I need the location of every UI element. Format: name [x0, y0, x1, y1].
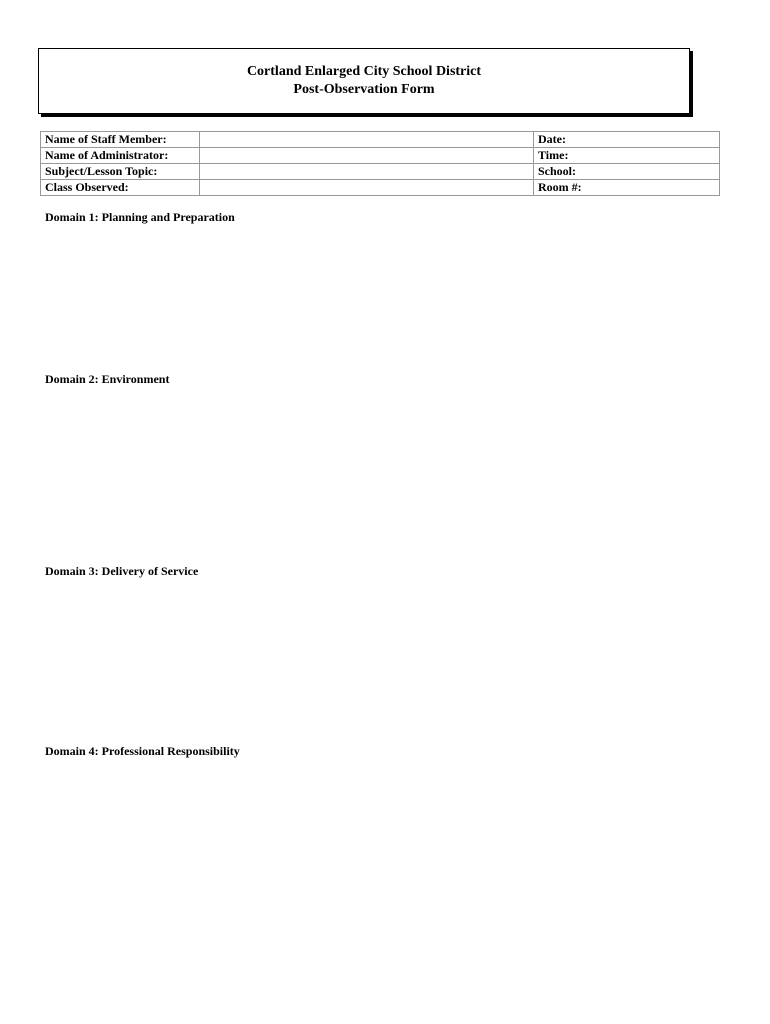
class-observed-label: Class Observed: [41, 180, 200, 196]
staff-member-field[interactable] [200, 132, 534, 148]
district-name: Cortland Enlarged City School District [246, 64, 482, 79]
date-field[interactable]: Date: [534, 132, 720, 148]
subject-topic-label: Subject/Lesson Topic: [41, 164, 200, 180]
domain-3-heading: Domain 3: Delivery of Service [45, 564, 199, 578]
domain-1-heading: Domain 1: Planning and Preparation [45, 210, 235, 224]
class-observed-field[interactable] [200, 180, 534, 196]
staff-member-label: Name of Staff Member: [41, 132, 200, 148]
domain-2-heading: Domain 2: Environment [45, 372, 170, 386]
administrator-label: Name of Administrator: [41, 148, 200, 164]
time-field[interactable]: Time: [534, 148, 720, 164]
table-row [41, 148, 720, 164]
subject-topic-field[interactable] [200, 164, 534, 180]
room-field[interactable]: Room #: [534, 180, 720, 196]
form-title: Post-Observation Form [293, 82, 435, 97]
table-row [41, 132, 720, 148]
staff-info-table [40, 131, 720, 196]
table-row [41, 164, 720, 180]
form-header-box [38, 48, 690, 114]
school-field[interactable]: School: [534, 164, 720, 180]
administrator-field[interactable] [200, 148, 534, 164]
domain-4-heading: Domain 4: Professional Responsibility [45, 744, 240, 758]
table-row [41, 180, 720, 196]
